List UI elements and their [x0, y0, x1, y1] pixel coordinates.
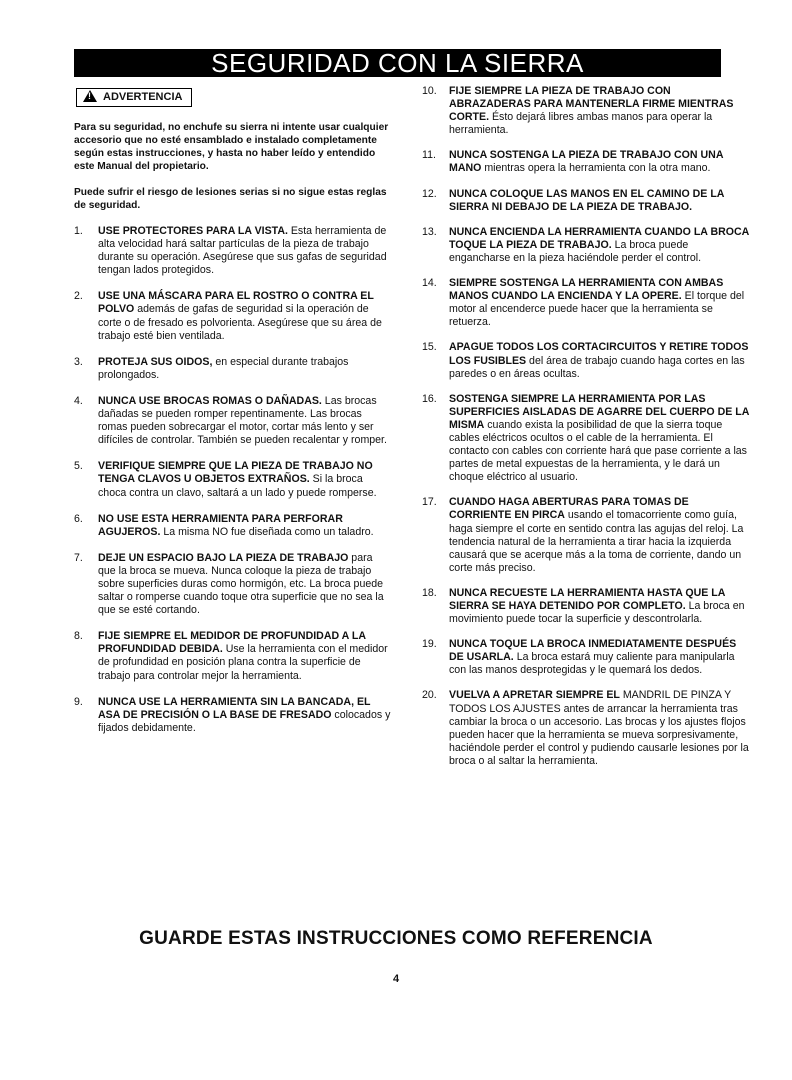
- item-text: para que la broca se mueva. Nunca coloque la pieza de trabajo sobre superficies duras como hormigón, etc. La broca puede saltar o romperse cuando toque otra superficie que no sea la que se esté cortando.: [98, 551, 384, 617]
- warning-label-box: [76, 88, 192, 107]
- item-heading: NUNCA ENCIENDA LA HERRAMIENTA CUANDO LA BROCA TOQUE LA PIEZA DE TRABAJO.: [449, 225, 749, 251]
- intro-paragraph-2: Puede sufrir el riesgo de lesiones serias si no sigue estas reglas de seguridad.: [74, 187, 387, 211]
- safety-item: [74, 696, 392, 735]
- item-number: 20.: [422, 689, 437, 702]
- item-text: La broca puede engancharse en la pieza haciéndole perder el control.: [449, 238, 702, 264]
- safety-item: [74, 290, 392, 342]
- item-heading: NUNCA SOSTENGA LA PIEZA DE TRABAJO CON UNA MANO: [449, 149, 724, 175]
- item-text: El torque del motor al encenderce puede hacer que la herramienta se retuerza.: [449, 290, 745, 329]
- item-number: 2.: [74, 290, 83, 303]
- item-heading: SIEMPRE SOSTENGA LA HERRAMIENTA CON AMBAS MANOS CUANDO LA ENCIENDA Y LA OPERE.: [449, 277, 724, 303]
- safety-item: [74, 395, 392, 447]
- item-number: 15.: [422, 341, 437, 354]
- item-number: 13.: [422, 225, 437, 238]
- item-heading: NO USE ESTA HERRAMIENTA PARA PERFORAR AGUJEROS.: [98, 512, 343, 538]
- page-title: SEGURIDAD CON LA SIERRA: [74, 49, 721, 77]
- item-text: colocados y fijados debidamente.: [98, 708, 391, 734]
- item-number: 11.: [422, 149, 436, 162]
- item-text: además de gafas de seguridad si la operación de corte o de fresado es polvorienta. Asegúrese que su área de trabajo esté bien ventilada.: [98, 303, 382, 342]
- item-number: 19.: [422, 638, 437, 651]
- item-text: Use la herramienta con el medidor de profundidad en posición plana contra la superficie de trabajo para controlar mejor la herramienta.: [98, 643, 388, 682]
- item-heading: SOSTENGA SIEMPRE LA HERRAMIENTA POR LAS SUPERFICIES AISLADAS DE AGARRE DEL CUERPO DE LA MISMA: [449, 392, 749, 431]
- safety-item: [74, 460, 392, 499]
- item-heading: PROTEJA SUS OIDOS,: [98, 355, 213, 368]
- item-heading: FIJE SIEMPRE EL MEDIDOR DE PROFUNDIDAD A LA PROFUNDIDAD DEBIDA.: [98, 630, 366, 656]
- item-number: 9.: [74, 695, 83, 708]
- item-text: del área de trabajo cuando haga cortes en las paredes o en áreas ocultas.: [449, 354, 745, 380]
- item-heading: USE UNA MÁSCARA PARA EL ROSTRO O CONTRA EL POLVO: [98, 290, 374, 316]
- safety-list-right: [422, 85, 752, 768]
- safety-item: [422, 341, 752, 380]
- item-heading: FIJE SIEMPRE LA PIEZA DE TRABAJO CON ABRAZADERAS PARA MANTENERLA FIRME MIENTRAS CORTE.: [449, 85, 734, 124]
- item-number: 6.: [74, 512, 83, 525]
- item-number: 4.: [74, 394, 83, 407]
- item-heading: VERIFIQUE SIEMPRE QUE LA PIEZA DE TRABAJO NO TENGA CLAVOS U OBJETOS EXTRAÑOS.: [98, 460, 373, 486]
- item-number: 12.: [422, 187, 437, 200]
- warning-triangle-icon: [83, 90, 97, 102]
- right-column: [422, 85, 752, 780]
- item-heading: NUNCA USE BROCAS ROMAS O DAÑADAS.: [98, 394, 322, 407]
- item-heading: NUNCA RECUESTE LA HERRAMIENTA HASTA QUE LA SIERRA SE HAYA DETENIDO POR COMPLETO.: [449, 586, 726, 612]
- footer-heading: GUARDE ESTAS INSTRUCCIONES COMO REFERENCIA: [139, 928, 653, 949]
- page-number: 4: [392, 973, 400, 985]
- safety-item: [422, 188, 752, 214]
- item-number: 1.: [74, 225, 83, 237]
- safety-item: [422, 496, 752, 575]
- item-text: Si la broca choca contra un clavo, saltará a un lado y puede romperse.: [98, 473, 377, 499]
- safety-item: [74, 356, 392, 382]
- item-number: 17.: [422, 496, 437, 509]
- item-heading: USE PROTECTORES PARA LA VISTA.: [98, 225, 288, 237]
- item-text: Esta herramienta de alta velocidad hará saltar partículas de la pieza de trabajo durante su operación. Asegúrese que sus gafas de seguridad tengan lados protegidos.: [98, 225, 387, 277]
- item-number: 16.: [422, 392, 437, 405]
- item-number: 10.: [422, 85, 437, 97]
- item-text: La misma NO fue diseñada como un taladro.: [160, 525, 374, 538]
- item-heading: VUELVA A APRETAR SIEMPRE EL: [449, 689, 620, 702]
- item-text: usando el tomacorriente como guía, haga siempre el corte en sentido contra las agujas del reloj. La tendencia natural de la herramienta a tirar hacia la izquierda causará que se acerque más a la toma de corriente, dando un corte más preciso.: [449, 509, 744, 574]
- item-text: MANDRIL DE PINZA Y TODOS LOS AJUSTES antes de arrancar la herramienta tras cambiar la broca o un accesorio. Las brocas y los ajustes flojos pueden hacer que la herramienta se mueva sorpresivamente, haciéndole perder el control y pudiendo causarle lesiones por la broca o al saltar la herramienta.: [449, 689, 749, 767]
- safety-item: [422, 638, 752, 677]
- item-number: 18.: [422, 586, 437, 599]
- warning-label: ADVERTENCIA: [103, 91, 183, 103]
- item-number: 14.: [422, 277, 437, 290]
- item-text: La broca estará muy caliente para manipularla con las manos desprotegidas y le quemará los dedos.: [449, 651, 735, 677]
- safety-item: [422, 277, 752, 329]
- left-column: [74, 88, 392, 748]
- item-number: 7.: [74, 551, 83, 564]
- safety-item: [422, 226, 752, 265]
- item-number: 5.: [74, 460, 83, 473]
- item-heading: DEJE UN ESPACIO BAJO LA PIEZA DE TRABAJO: [98, 551, 349, 564]
- item-heading: NUNCA USE LA HERRAMIENTA SIN LA BANCADA, EL ASA DE PRECISIÓN O LA BASE DE FRESADO: [98, 695, 371, 721]
- item-text: en especial durante trabajos prolongados.: [98, 355, 349, 381]
- item-number: 8.: [74, 630, 83, 643]
- item-text: La broca en movimiento puede tocar la superficie y descontrolarla.: [449, 600, 745, 626]
- intro-paragraph-1: Para su seguridad, no enchufe su sierra ni intente usar cualquier accesorio que no esté ensamblado e instalado completamente según estas instrucciones, y hasta no haber leído y entendido este Manual del propietario.: [74, 122, 389, 172]
- safety-item: [422, 689, 752, 768]
- item-number: 3.: [74, 355, 83, 368]
- safety-item: [422, 149, 752, 175]
- safety-item: [422, 587, 752, 626]
- item-text: cuando exista la posibilidad de que la sierra toque cables eléctricos ocultos o el cable de la herramienta. El contacto con cables con corriente hará que pase corriente a las partes de metal expuestas de la herramienta, y le dará un choque eléctrico al usuario.: [449, 418, 747, 484]
- safety-item: [422, 85, 752, 137]
- safety-list-left: [74, 225, 392, 735]
- item-text: mientras opera la herramienta con la otra mano.: [481, 162, 711, 175]
- safety-item: [74, 552, 392, 617]
- item-text: Ésto dejará libres ambas manos para operar la herramienta.: [449, 111, 713, 137]
- safety-item: [74, 225, 392, 277]
- item-heading: NUNCA TOQUE LA BROCA INMEDIATAMENTE DESPUÉS DE USARLA.: [449, 638, 737, 664]
- item-heading: CUANDO HAGA ABERTURAS PARA TOMAS DE CORRIENTE EN PIRCA: [449, 496, 689, 522]
- safety-item: [74, 630, 392, 682]
- item-heading: NUNCA COLOQUE LAS MANOS EN EL CAMINO DE LA SIERRA NI DEBAJO DE LA PIEZA DE TRABAJO.: [449, 187, 725, 213]
- safety-item: [74, 513, 392, 539]
- item-text: Las brocas dañadas se pueden romper repentinamente. Las brocas romas pueden sobrecargar el motor, cortar más lento y ser difíciles de controlar. También se pueden recalentar y romper.: [98, 394, 387, 447]
- item-heading: APAGUE TODOS LOS CORTACIRCUITOS Y RETIRE TODOS LOS FUSIBLES: [449, 341, 749, 367]
- safety-item: [422, 393, 752, 485]
